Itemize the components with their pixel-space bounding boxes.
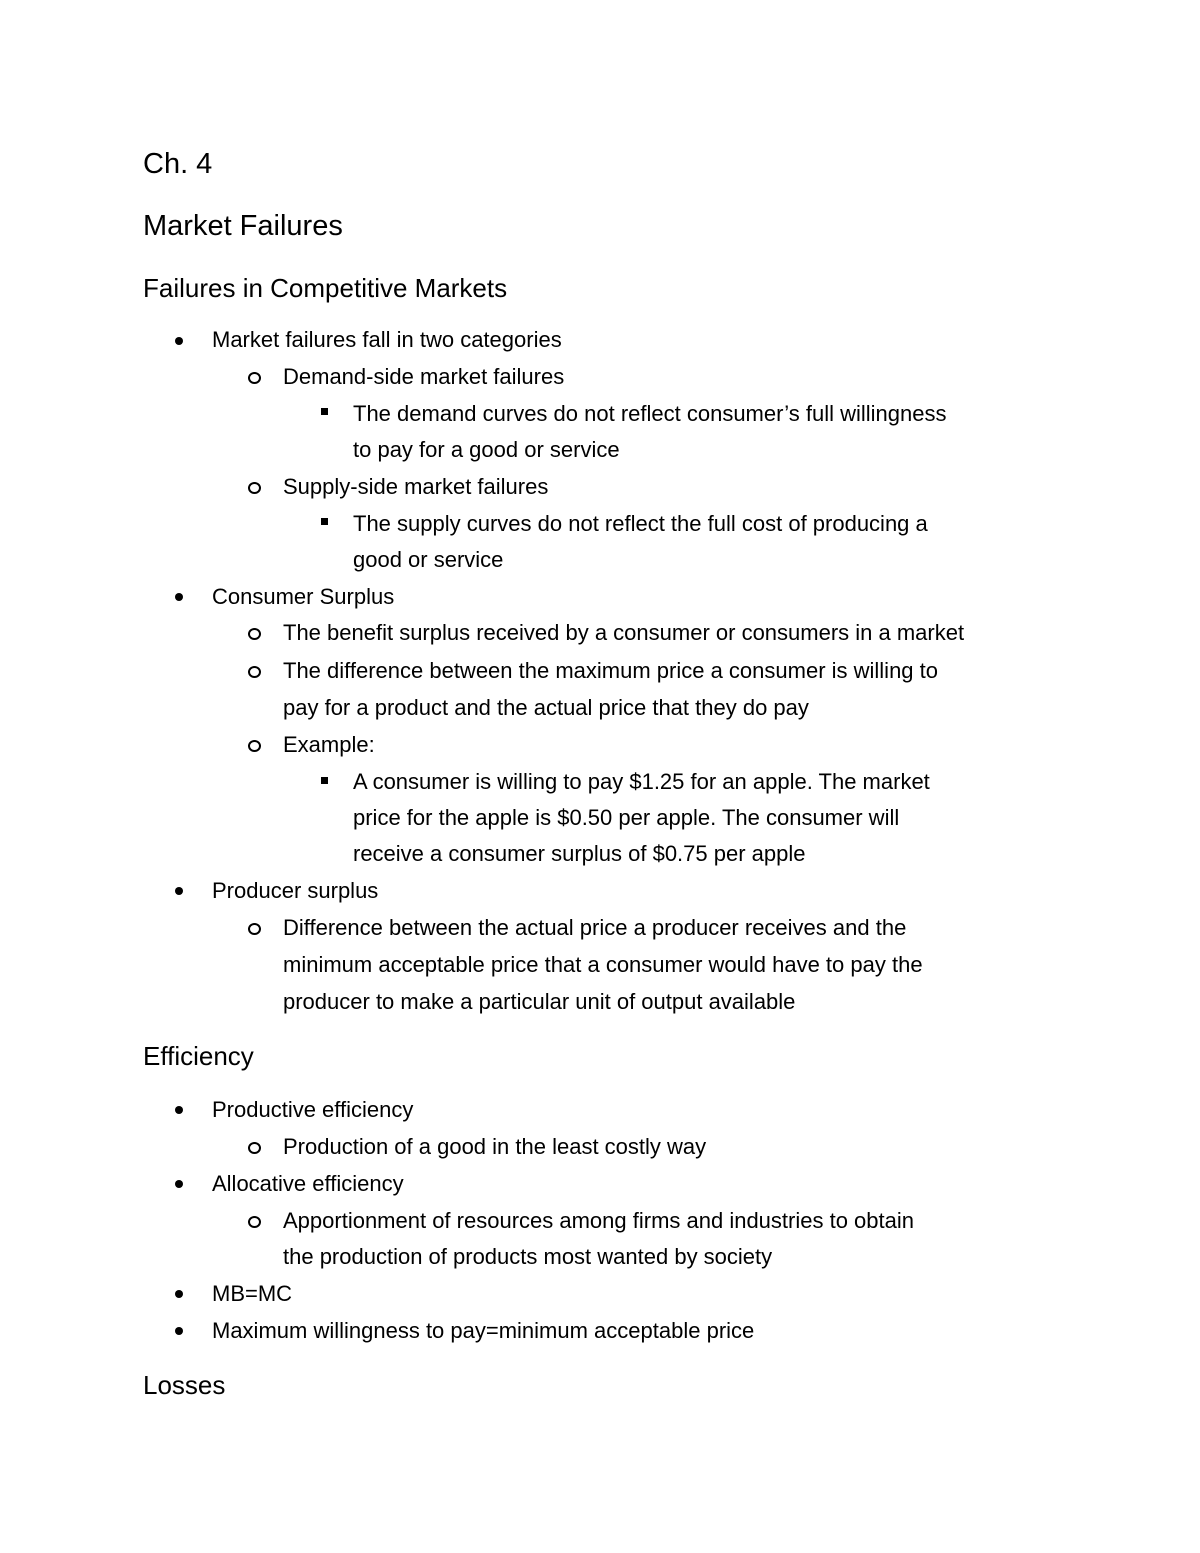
list-item: Demand-side market failures [283, 364, 565, 389]
list-item: Consumer Surplus [212, 584, 395, 609]
list-item-continuation: price for the apple is $0.50 per apple. The consumer will [353, 805, 900, 830]
bullet-circle-icon [248, 1142, 261, 1154]
list-item-continuation: minimum acceptable price that a consumer would have to pay the [283, 952, 923, 977]
list-item: Apportionment of resources among firms and industries to obtain [283, 1208, 914, 1233]
section-heading-competitive-markets: Failures in Competitive Markets [143, 273, 508, 303]
list-item-continuation: good or service [353, 547, 504, 572]
list-item-continuation: producer to make a particular unit of output available [283, 989, 796, 1014]
bullet-square-icon [321, 518, 328, 525]
bullet-dot-icon [175, 593, 183, 601]
list-item: Producer surplus [212, 878, 379, 903]
list-item: Difference between the actual price a producer receives and the [283, 915, 907, 940]
page-title: Market Failures [143, 210, 343, 242]
chapter-label: Ch. 4 [143, 148, 213, 180]
bullet-circle-icon [248, 666, 261, 678]
section-heading-losses: Losses [143, 1370, 226, 1400]
bullet-dot-icon [175, 887, 183, 895]
list-item: A consumer is willing to pay $1.25 for an apple. The market [353, 769, 930, 794]
list-item: The supply curves do not reflect the full cost of producing a [353, 511, 928, 536]
section-heading-efficiency: Efficiency [143, 1041, 254, 1071]
bullet-circle-icon [248, 628, 261, 640]
bullet-circle-icon [248, 740, 261, 752]
bullet-circle-icon [248, 923, 261, 935]
bullet-circle-icon [248, 482, 261, 494]
bullet-dot-icon [175, 1290, 183, 1298]
list-item: The benefit surplus received by a consumer or consumers in a market [283, 620, 965, 645]
bullet-dot-icon [175, 1327, 183, 1335]
list-item: MB=MC [212, 1281, 293, 1306]
bullet-circle-icon [248, 1216, 261, 1228]
list-item-continuation: pay for a product and the actual price that they do pay [283, 695, 809, 720]
list-item-continuation: the production of products most wanted by society [283, 1244, 773, 1269]
list-item: The difference between the maximum price a consumer is willing to [283, 658, 939, 683]
list-item: Supply-side market failures [283, 474, 549, 499]
list-item-continuation: to pay for a good or service [353, 437, 620, 462]
list-item: Productive efficiency [212, 1097, 414, 1122]
list-item: The demand curves do not reflect consumer’s full willingness [353, 401, 947, 426]
list-item: Allocative efficiency [212, 1171, 404, 1196]
bullet-square-icon [321, 777, 328, 784]
list-item: Production of a good in the least costly way [283, 1134, 707, 1159]
bullet-dot-icon [175, 1106, 183, 1114]
list-item: Example: [283, 732, 375, 757]
list-item: Market failures fall in two categories [212, 327, 562, 352]
bullet-square-icon [321, 408, 328, 415]
bullet-dot-icon [175, 1180, 183, 1188]
bullet-dot-icon [175, 337, 183, 345]
bullet-circle-icon [248, 372, 261, 384]
list-item: Maximum willingness to pay=minimum acceptable price [212, 1318, 755, 1343]
list-item-continuation: receive a consumer surplus of $0.75 per apple [353, 841, 806, 866]
